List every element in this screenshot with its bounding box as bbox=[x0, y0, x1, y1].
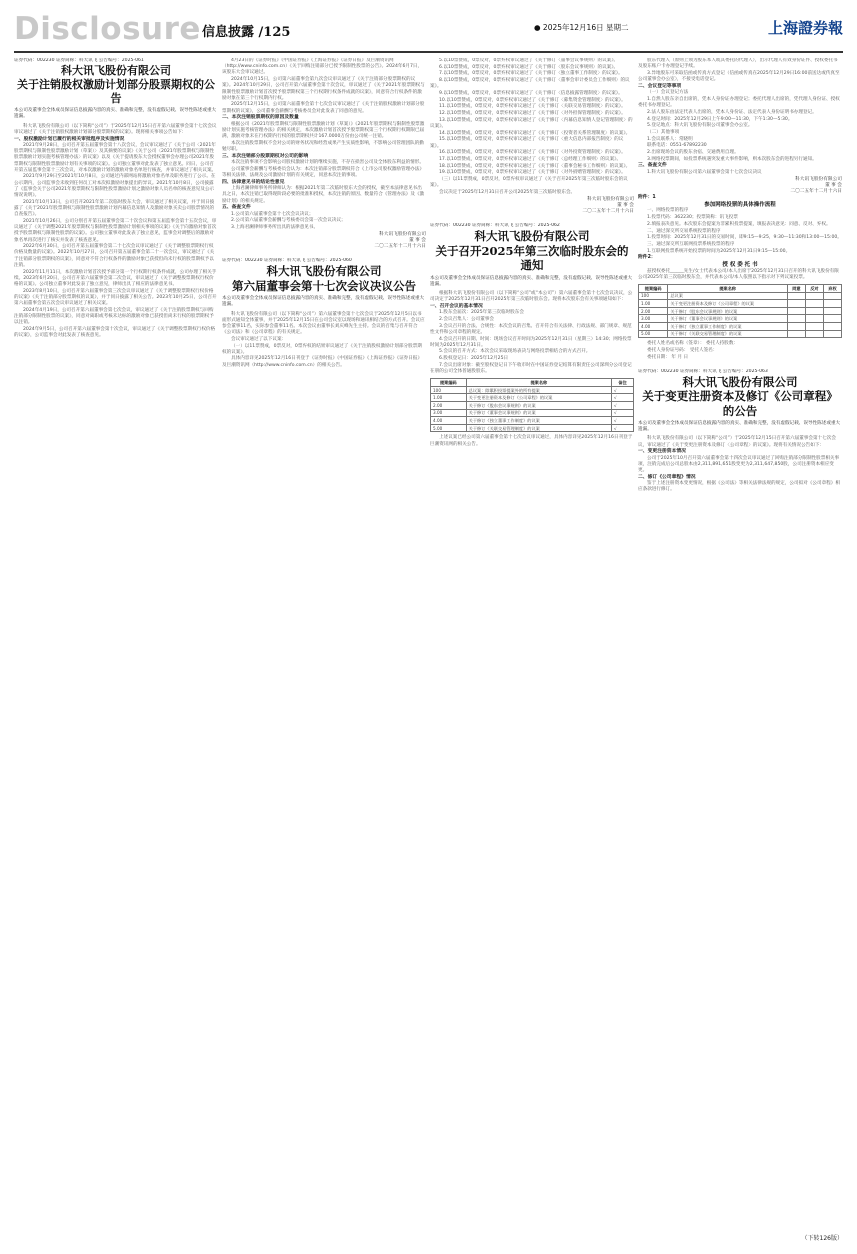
paragraph: 1.公司第六届董事会第十七次会议决议； bbox=[231, 211, 314, 217]
table-row bbox=[639, 307, 842, 315]
paragraph: （三）以11票赞成，0票反对，0票弃权审议通过了《关于召开2025年第三次临时股东会的议案》。 bbox=[430, 177, 628, 189]
section-heading: 一、变更注册资本情况 bbox=[638, 449, 686, 455]
company-name: 科大讯飞股份有限公司 bbox=[682, 374, 798, 389]
table-cell: 关于修订《独立董事工作制度》的议案 bbox=[668, 323, 788, 331]
paragraph: 公司董事会薪酬与考核委员会认为：本次注销部分股票期权符合《上市公司股权激励管理办法》等相关法律、法规及公司激励计划的有关规定，同意本次注销事项。 bbox=[222, 166, 424, 179]
paragraph: 根据科大讯飞股份有限公司（以下简称“公司”或“本公司”）第六届董事会第十七次会议决议，公司决定于2025年12月31日召开2025年第三次临时股东会。现将本次股东会有关事项通知如下： bbox=[430, 290, 633, 303]
paragraph: 3.网络投票期间，如投票系统遇突发重大事件影响，则本次股东会的进程另行通知。 bbox=[647, 156, 817, 162]
paragraph: 2021年9月29日至2021年10月8日，公司通过内部网站将激励对象名单及职务进行了公示。在公示期内，公司监事会未收到任何员工对本次拟激励对象提出的异议。2021年10月8日，公司披露了《监事会关于公司2021年股票期权与限制性股票激励计划之激励对象人员名单的核查意见及公示情况说明》。 bbox=[14, 174, 216, 199]
attachment-label: 附件：1 bbox=[638, 195, 656, 201]
paragraph: 2.会议召集人：公司董事会 bbox=[439, 316, 494, 322]
signature-date: 二〇二五年十二月十六日 bbox=[790, 188, 842, 194]
table-header: 反对 bbox=[805, 285, 823, 293]
company-name: 科大讯飞股份有限公司 bbox=[266, 264, 382, 279]
paragraph: 根据公司《2021年股票期权与限制性股票激励计划（草案）》《2021年股票期权与限制性股票激励计划实施考核管理办法》的相关规定，本次激励计划首次授予股票期权第三个行权期行权期限已届满，激励对象未在行权期内行权的股票期权共计167.0000万份由公司统一注销。 bbox=[222, 121, 425, 140]
paragraph: 19.以10票赞成，0票反对，0票弃权审议通过了《关于修订〈对外捐赠管理制度〉的议案》。 bbox=[439, 170, 626, 176]
paragraph: 16.以10票赞成，0票反对，0票弃权审议通过了《关于修订〈对外投资管理制度〉的议案》。 bbox=[439, 150, 626, 156]
paragraph: 8.以10票赞成，0票反对，0票弃权审议通过了《关于修订〈董事会审计委员会工作细则〉的议案》。 bbox=[430, 78, 630, 90]
proxy-vote-table bbox=[638, 284, 842, 338]
vote-cell[interactable] bbox=[787, 300, 805, 308]
table-cell: 3.00 bbox=[639, 315, 668, 323]
section-title: 信息披露 /125 bbox=[202, 25, 291, 40]
paragraph: 9.以10票赞成，0票反对，0票弃权审议通过了《关于修订〈信息披露管理制度〉的议案》。 bbox=[439, 91, 623, 97]
paragraph: 联系电话：0551-67892230 bbox=[647, 143, 707, 149]
paragraph: 股东代理人（原则上须为股东本人或其委托的代理人），出示代理人有效身份证件、授权委托书及股东账户卡办理登记手续。 bbox=[638, 58, 838, 70]
paragraph: 2.出席现场会议的股东食宿、交通费用自理。 bbox=[647, 150, 739, 156]
column-2 bbox=[222, 58, 426, 1238]
notice-intro: 本公司及董事会全体成员保证信息披露内容的真实、准确和完整，没有虚假记载、误导性陈述或重大遗漏。 bbox=[638, 420, 841, 433]
paragraph: 1.股东会届次：2025年第三次临时股东会 bbox=[439, 310, 524, 316]
paragraph: 5.会议的召开方式：本次会议采取现场表决与网络投票相结合的方式召开。 bbox=[439, 349, 591, 355]
table-header: 提案名称 bbox=[668, 285, 788, 293]
paragraph: 13.以10票赞成，0票反对，0票弃权审议通过了《关于修订〈内幕信息知情人登记管理制度〉的议案》。 bbox=[430, 117, 633, 130]
table-cell: √ bbox=[612, 409, 634, 417]
table-row bbox=[431, 409, 634, 417]
notice-title: 关于召开2025年第三次临时股东会的通知 bbox=[435, 243, 629, 273]
table-cell: 100 bbox=[431, 386, 467, 394]
notice-meta: 证券代码：002230 证券简称：科大讯飞 公告编号：2025-060 bbox=[222, 258, 352, 264]
table-cell: 5.00 bbox=[639, 330, 668, 338]
paragraph: 6.股权登记日：2025年12月25日 bbox=[439, 356, 509, 362]
paragraph: 2024年10月15日，公司第六届董事会第九次会议审议通过了《关于注销部分股票期权的议案》。2024年10月29日，公司召开第六届董事会第十次会议，审议通过了《关于2021年股票期权与限制性股票激励计划首次授予股票期权第三个行权期行权条件成就的议案》，同意符合行权条件的激励对象在第三个行权期内行权。 bbox=[222, 77, 425, 101]
table-cell: 关于修订《关联交易管理制度》的议案 bbox=[466, 424, 611, 432]
paragraph: 4月23日的《证券时报》《中国证券报》《上海证券报》《证券日报》及巨潮资讯网（http://www.cninfo.com.cn）《关于回购注销部分已授予限制性股票的公告》。2024年6月7日，该股东大会审议通过。 bbox=[222, 58, 423, 76]
paragraph: 三、通过深交所互联网投票系统投票的程序 bbox=[647, 241, 735, 247]
paragraph: 委托人身份证号码： 受托人签名： bbox=[647, 347, 718, 353]
continued-note: （下转126版） bbox=[801, 1235, 843, 1242]
table-cell: 4.00 bbox=[431, 417, 467, 425]
table-cell: 关于修订《股东会议事规则》的议案 bbox=[668, 307, 788, 315]
section-heading: 四、法律意见书的结论性意见 bbox=[222, 179, 285, 185]
paragraph: 2022年11月11日，本次激励计划首次授予部分第一个行权期行权条件成就，公司办理了相关手续。2023年6月20日，公司召开第六届董事会第二次会议，审议通过了《关于调整股票期权行权价格的议案》。公司独立董事对此发表了独立意见，律师出具了相应的法律意见书。 bbox=[14, 269, 217, 287]
table-cell: 关于变更注册资本及修订《公司章程》的议案 bbox=[668, 300, 788, 308]
table-cell: 总议案 bbox=[668, 292, 788, 300]
table-header-row bbox=[431, 379, 634, 387]
paragraph: （一）以11票赞成，0票反对，0票弃权的结果审议通过了《关于注销股权激励计划部分股票期权的议案》。 bbox=[222, 343, 422, 355]
table-cell: √ bbox=[612, 394, 634, 402]
column-1 bbox=[14, 58, 218, 1238]
vote-cell[interactable] bbox=[823, 330, 841, 338]
section-heading: 二、修订《公司章程》情况 bbox=[638, 474, 696, 480]
newspaper-logo: 上海證券報 bbox=[767, 19, 843, 37]
table-row bbox=[639, 300, 842, 308]
paragraph: 2.法人股东由法定代表人出席的，凭本人身份证、法定代表人身份证明书办理登记。 bbox=[647, 109, 817, 115]
paragraph: 5.以10票赞成，0票反对，0票弃权审议通过了《关于修订〈董事会议事规则〉的议案》。 bbox=[439, 58, 619, 63]
notice-block bbox=[638, 369, 842, 494]
company-name: 科大讯飞股份有限公司 bbox=[474, 229, 590, 244]
paragraph: 2021年10月13日，公司召开2021年第二次临时股东大会，审议通过了相关议案，并于同日披露了《关于2021年股票期权与限制性股票激励计划内幕信息知情人及激励对象买卖公司股票情况的自查报告》。 bbox=[14, 199, 215, 218]
table-cell: 关于修订《关联交易管理制度》的议案 bbox=[668, 330, 788, 338]
table-cell: √ bbox=[612, 386, 634, 394]
table-cell: 3.00 bbox=[431, 409, 467, 417]
signature-date: 二〇二五年十二月十六日 bbox=[582, 209, 634, 215]
section-heading: 二、会议登记等事项 bbox=[638, 83, 682, 89]
notice-meta: 证券代码：002230 证券简称：科大讯飞 公告编号：2025-062 bbox=[430, 223, 560, 229]
paragraph: 会议决定于2025年12月31日召开公司2025年第三次临时股东会。 bbox=[439, 190, 576, 196]
paragraph: 本次注销股票期权不会对公司的财务状况和经营成果产生实质性影响，不影响公司管理团队的勤勉尽职。 bbox=[222, 140, 424, 153]
paragraph: 1.会议联系人：常晓明 bbox=[647, 136, 693, 142]
signature-board: 董 事 会 bbox=[824, 182, 842, 188]
paragraph: 15.以10票赞成，0票反对，0票弃权审议通过了《关于修订〈重大信息内部报告制度〉的议案》。 bbox=[430, 137, 624, 149]
signature-company: 科大讯飞股份有限公司 bbox=[795, 176, 842, 182]
vote-cell[interactable] bbox=[823, 315, 841, 323]
paragraph: 4.登记时间：2025年12月29日上午9:00—11:30，下午1:30—5:30。 bbox=[647, 116, 793, 122]
paragraph: 上述议案已经公司第六届董事会第十七次会议审议通过，具体内容详见2025年12月16日刊登于巨潮资讯网的相关公告。 bbox=[430, 435, 633, 447]
signature-company: 科大讯飞股份有限公司 bbox=[379, 231, 426, 237]
paragraph: 2024年4月19日，公司召开第六届董事会第七次会议，审议通过了《关于注销股票期权与回购注销部分限制性股票的议案》，同意对离职或考核未达标的激励对象已获授但尚未行权的股票期权予以注销。 bbox=[14, 307, 214, 326]
table-cell: 1.00 bbox=[431, 394, 467, 402]
paragraph: 公司于2025年10月召开第六届董事会第十四次会议审议通过了回购注销部分限制性股票相关事项，注销完成后公司总股本由2,311,891,651股变更为2,311,647,850股，公司注册资本相应变更。 bbox=[638, 455, 840, 474]
table-row bbox=[431, 402, 634, 410]
section-heading: 一、召开会议的基本情况 bbox=[430, 303, 483, 309]
table-cell: 1.00 bbox=[639, 300, 668, 308]
table-row bbox=[431, 386, 634, 394]
signature-board: 董 事 会 bbox=[408, 238, 426, 243]
paragraph: 鉴于上述注册资本变更情况，根据《公司法》等相关法律法规的规定，公司拟对《公司章程》相应条款进行修订。 bbox=[638, 481, 840, 493]
paragraph: 2025年12月15日，公司第六届董事会第十七次会议审议通过了《关于注销股权激励计划部分股票期权的议案》，公司董事会薪酬与考核委员会对此发表了同意的意见。 bbox=[222, 102, 425, 114]
table-header: 同意 bbox=[787, 285, 805, 293]
notice-intro: 本公司及董事会全体成员保证信息披露内容的真实、准确和完整，没有虚假记载、误导性陈述或重大遗漏。 bbox=[14, 108, 217, 120]
paragraph: 兹授权委托______先生/女士代表本公司/本人出席于2025年12月31日召开的科大讯飞股份有限公司2025年第三次临时股东会，并代表本公司/本人依照以下指示对下列议案投票。 bbox=[638, 268, 839, 280]
table-cell: 关于变更注册资本及修订《公司章程》的议案 bbox=[466, 394, 611, 402]
paragraph: 3.异地股东可采取信函或传真方式登记（信函或传真在2025年12月29日16:00前送达或传真至公司董事会办公室），不接受电话登记。 bbox=[638, 70, 840, 83]
vote-cell[interactable] bbox=[805, 307, 823, 315]
paragraph: 1.科大讯飞股份有限公司第六届董事会第十七次会议决议 bbox=[647, 169, 762, 175]
paragraph: 18.以10票赞成，0票反对，0票弃权审议通过了《关于修订〈董事会秘书工作细则〉的议案》。 bbox=[439, 163, 631, 169]
paragraph: 2.填报表决意见。本次股东会提案为非累积投票提案，填报表决意见：同意、反对、弃权。 bbox=[647, 221, 831, 227]
table-header: 提案名称 bbox=[466, 379, 611, 387]
section-heading: 三、本次注销部分股票期权对公司的影响 bbox=[222, 153, 309, 159]
signature-date: 二〇二五年十二月十六日 bbox=[374, 244, 426, 250]
paragraph: 科大讯飞股份有限公司（以下简称“公司”）第六届董事会第十七次会议于2025年12月5日以书面形式通知全体董事，并于2025年12月15日在公司会议室以现场和通讯相结合的方式召开。会议应参会董事11名，实际参会董事11名。本次会议由董事长刘庆峰先生主持。会议的召集与召开符合《公司法》和《公司章程》的有关规定。 bbox=[222, 311, 425, 336]
paragraph: 1.投票时间：2025年12月31日的交易时间，即9:15—9:25，9:30—11:30和13:00—15:00。 bbox=[647, 235, 842, 241]
vote-cell[interactable] bbox=[823, 307, 841, 315]
attachment-title: 授 权 委 托 书 bbox=[722, 261, 758, 268]
table-row bbox=[431, 394, 634, 402]
notice-block bbox=[430, 223, 634, 447]
vote-cell[interactable] bbox=[805, 330, 823, 338]
notice-intro: 本公司及董事会全体成员保证信息披露内容的真实、准确和完整，没有虚假记载、误导性陈述或重大遗漏。 bbox=[222, 296, 425, 308]
vote-cell[interactable] bbox=[823, 323, 841, 331]
notice-meta: 证券代码：002230 证券简称：科大讯飞 公告编号：2025-063 bbox=[638, 368, 768, 374]
paragraph: 2021年10月26日，公司分别召开第五届董事会第二十次会议和第五届监事会第十五次会议，审议通过了《关于调整2021年股票期权与限制性股票激励计划相关事项的议案》《关于向激励对象首次授予股票期权与限制性股票的议案》。公司独立董事对此发表了独立意见，监事会对调整后的激励对象名单再次进行了核实并发表了核查意见。 bbox=[14, 218, 217, 243]
paragraph: 11.以10票赞成，0票反对，0票弃权审议通过了《关于修订〈关联交易管理制度〉的议案》。 bbox=[439, 104, 626, 110]
paragraph: 2024年9月5日，公司召开第六届董事会第十次会议，审议通过了《关于调整股票期权行权价格的议案》，公司监事会对此发表了核查意见。 bbox=[14, 326, 216, 339]
paragraph: 委托日期： 年 月 日 bbox=[647, 354, 689, 360]
notice-meta: 证券代码：002230 证券简称：科大讯飞 公告编号：2025-061 bbox=[14, 58, 144, 63]
vote-cell[interactable] bbox=[805, 300, 823, 308]
paragraph: 科大讯飞股份有限公司（以下简称“公司”）于2025年12月15日召开第六届董事会第十七次会议审议通过了《关于注销股权激励计划部分股票期权的议案》。现将相关事项公告如下： bbox=[14, 123, 217, 135]
paragraph: 科大讯飞股份有限公司（以下简称“公司”）于2025年12月15日召开第六届董事会第十七次会议，审议通过了《关于变更注册资本及修订〈公司章程〉的议案》。现将有关情况公告如下： bbox=[638, 436, 836, 448]
paragraph: （二）其他事项 bbox=[647, 129, 680, 135]
paragraph: 7.以10票赞成，0票反对，0票弃权审议通过了《关于修订〈独立董事工作制度〉的议案》。 bbox=[439, 71, 623, 77]
signature-board: 董 事 会 bbox=[616, 202, 634, 208]
table-row bbox=[639, 292, 842, 300]
masthead-rule bbox=[14, 51, 843, 53]
section-heading: 五、备查文件 bbox=[222, 205, 251, 211]
notice-title: 关于注销股权激励计划部分股票期权的公告 bbox=[17, 77, 215, 105]
paragraph: 本次注销事项不会影响公司股权激励计划的继续实施，不存在损害公司及全体股东利益的情形。 bbox=[231, 160, 424, 166]
vote-cell[interactable] bbox=[787, 330, 805, 338]
paragraph: 一、网络投票的程序 bbox=[647, 208, 689, 214]
section-heading: 二、本次注销股票期权的原因及数量 bbox=[222, 115, 299, 121]
table-row bbox=[639, 323, 842, 331]
attachment-title: 参加网络投票的具体操作流程 bbox=[704, 201, 776, 208]
table-cell: 关于修订《董事会议事规则》的议案 bbox=[668, 315, 788, 323]
paragraph: 1.互联网投票系统开始投票的时间为2025年12月31日9:15—15:00。 bbox=[647, 248, 791, 254]
table-cell: 5.00 bbox=[431, 424, 467, 432]
attachment-label: 附件2： bbox=[638, 255, 656, 261]
vote-cell[interactable] bbox=[805, 323, 823, 331]
table-cell: 2.00 bbox=[431, 402, 467, 410]
table-header: 提案编码 bbox=[431, 379, 467, 387]
paragraph: 2022年6月30日，公司召开第五届董事会第二十七次会议审议通过了《关于调整股票期权行权价格及数量的议案》。2022年10月27日，公司召开第五届董事会第二十一次会议，审议通过了《关于注销部分股票期权的议案》，同意对不符合行权条件的激励对象已获授但尚未行权的股票期权予以注销。 bbox=[14, 244, 215, 268]
paragraph: 14.以10票赞成，0票反对，0票弃权审议通过了《关于修订〈投资者关系管理制度〉的议案》。 bbox=[439, 130, 631, 136]
column-3 bbox=[430, 58, 634, 1238]
paragraph: 1.投票代码：362230；投票简称：讯飞投票 bbox=[647, 215, 738, 221]
vote-cell[interactable] bbox=[805, 315, 823, 323]
vote-cell[interactable] bbox=[787, 323, 805, 331]
notice-block bbox=[222, 258, 426, 368]
paragraph: 2.公司第六届董事会薪酬与考核委员会第一次会议决议； bbox=[231, 218, 346, 224]
paragraph: 10.以10票赞成，0票反对，0票弃权审议通过了《关于修订〈募集资金管理制度〉的议案》。 bbox=[439, 97, 626, 103]
paragraph: 3.会议召开的合法、合规性：本次会议的召集、召开符合有关法律、行政法规、部门规章、规范性文件和公司章程的规定。 bbox=[430, 323, 632, 335]
notice-title: 第六届董事会第十七次会议决议公告 bbox=[232, 278, 416, 293]
issue-date: ● 2025年12月16日 星期二 bbox=[534, 23, 629, 32]
section-heading: 一、股权激励计划已履行的相关审批程序及实施情况 bbox=[14, 136, 125, 142]
signature-company: 科大讯飞股份有限公司 bbox=[587, 196, 634, 202]
disclosure-brand: Disclosure bbox=[14, 11, 201, 47]
vote-cell[interactable] bbox=[823, 300, 841, 308]
table-header-row bbox=[639, 285, 842, 293]
table-header: 弃权 bbox=[823, 285, 841, 293]
vote-cell[interactable] bbox=[787, 292, 805, 300]
paragraph: 7.会议出席对象：截至股权登记日下午收市时在中国证券登记结算有限责任公司深圳分公司登记在册的公司全体普通股股东。 bbox=[430, 362, 632, 375]
table-cell: 4.00 bbox=[639, 323, 668, 331]
paragraph: （一）会议登记方法 bbox=[647, 90, 689, 96]
table-header: 备注 bbox=[612, 379, 634, 387]
proposal-table bbox=[430, 378, 634, 432]
paragraph: 1.自然人股东亲自出席的，凭本人身份证办理登记；委托代理人出席的，凭代理人身份证、授权委托书办理登记。 bbox=[638, 96, 840, 109]
table-cell: √ bbox=[612, 417, 634, 425]
vote-cell[interactable] bbox=[823, 292, 841, 300]
table-cell: 关于修订《独立董事工作制度》的议案 bbox=[466, 417, 611, 425]
paragraph: 二、通过深交所交易系统投票的程序 bbox=[647, 228, 721, 234]
paragraph: 3.上海君澜律师事务所出具的法律意见书。 bbox=[231, 225, 319, 231]
table-cell: 关于修订《股东会议事规则》的议案 bbox=[466, 402, 611, 410]
paragraph: 12.以10票赞成，0票反对，0票弃权审议通过了《关于修订〈对外担保管理制度〉的议案》。 bbox=[439, 111, 626, 117]
paragraph: 6.以10票赞成，0票反对，0票弃权审议通过了《关于修订〈股东会议事规则〉的议案》。 bbox=[439, 64, 619, 70]
vote-cell[interactable] bbox=[805, 292, 823, 300]
paragraph: 17.以10票赞成，0票反对，0票弃权审议通过了《关于修订〈总经理工作细则〉的议案》。 bbox=[439, 157, 622, 163]
masthead bbox=[14, 10, 843, 50]
table-cell: 总议案：除累积投票提案外的所有提案 bbox=[466, 386, 611, 394]
table-header: 提案编码 bbox=[639, 285, 668, 293]
paragraph: 5.登记地点：科大讯飞股份有限公司董事会办公室。 bbox=[647, 123, 753, 129]
paragraph: 具体内容详见2025年12月16日刊登于《证券时报》《中国证券报》《上海证券报》《证券日报》及巨潮资讯网（http://www.cninfo.com.cn）的相关公告。 bbox=[222, 356, 423, 368]
table-row bbox=[639, 330, 842, 338]
table-cell: 100 bbox=[639, 292, 668, 300]
table-row bbox=[431, 424, 634, 432]
notice-title: 关于变更注册资本及修订《公司章程》的公告 bbox=[642, 389, 838, 418]
paragraph: 会议审议通过了以下议案： bbox=[231, 336, 287, 342]
table-cell: √ bbox=[612, 424, 634, 432]
paragraph: 委托人姓名或名称（签章）： 委托人持股数： bbox=[647, 341, 739, 347]
table-cell: 2.00 bbox=[639, 307, 668, 315]
vote-cell[interactable] bbox=[787, 307, 805, 315]
column-4 bbox=[638, 58, 842, 1238]
paragraph: 2021年9月28日，公司召开第五届董事会第十八次会议，会议审议通过了《关于公司〈2021年股票期权与限制性股票激励计划（草案）〉及其摘要的议案》《关于公司〈2021年股票期权与限制性股票激励计划实施考核管理办法〉的议案》以及《关于提请股东大会授权董事会办理公司2021年股票期权与限制性股票激励计划有关事项的议案》。公司独立董事对此发表了独立意见。同日，公司召开第五届监事会第十三次会议，对本次激励计划的激励对象名单进行核查，并审议通过了相关议案。 bbox=[14, 142, 217, 173]
paragraph: 4.会议召开的日期、时间：现场会议召开时间为2025年12月31日（星期三）14:30；网络投票时间为2025年12月31日。 bbox=[430, 336, 632, 348]
notice-intro: 本公司及董事会全体成员保证信息披露内容的真实、准确和完整，没有虚假记载、误导性陈述或重大遗漏。 bbox=[430, 275, 633, 287]
table-row bbox=[639, 315, 842, 323]
company-name: 科大讯飞股份有限公司 bbox=[61, 64, 171, 77]
paragraph: 2023年8月10日，公司召开第六届董事会第三次会议审议通过了《关于调整股票期权行权价格的议案》《关于注销部分股票期权的议案》，并于同日披露了相关公告。2023年10月25日，公司召开第六届董事会第五次会议审议通过了相关议案。 bbox=[14, 288, 217, 307]
paragraph: 上海君澜律师事务所律师认为：根据2021年第二次临时股东大会的授权，截至本法律意见书出具之日，本次注销已取得现阶段必要的批准和授权，本次注销的原因、数量符合《管理办法》及《激励计划》的相关规定。 bbox=[222, 186, 425, 204]
section-heading: 三、备查文件 bbox=[638, 163, 667, 169]
table-cell: 关于修订《董事会议事规则》的议案 bbox=[466, 409, 611, 417]
table-cell: √ bbox=[612, 402, 634, 410]
vote-cell[interactable] bbox=[787, 315, 805, 323]
table-row bbox=[431, 417, 634, 425]
